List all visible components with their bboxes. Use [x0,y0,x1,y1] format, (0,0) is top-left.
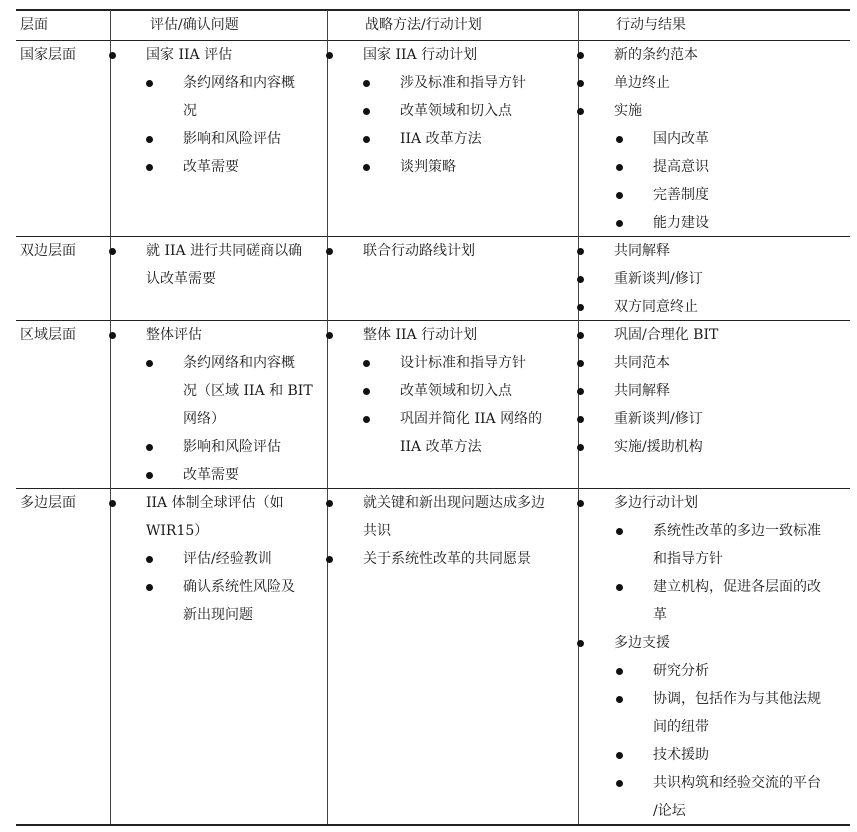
list-item: 改革领域和切入点 [400,103,512,119]
bullet-icon [363,164,370,171]
list-item: 重新谈判/修订 [614,271,703,287]
bullet-icon [577,304,584,311]
list-item: 条约网络和内容概 [183,355,295,371]
bullet-icon [577,108,584,115]
rule-line [16,488,850,489]
list-item: IIA 改革方法 [400,439,482,455]
column-header: 战略方法/行动计划 [365,17,482,33]
list-item: 共识 [363,523,391,539]
list-item: 多边支援 [614,635,670,651]
list-item: 技术援助 [653,747,709,763]
bullet-icon [616,528,623,535]
bullet-icon [146,80,153,87]
bullet-icon [577,640,584,647]
list-item: 重新谈判/修订 [614,411,703,427]
list-item: 国家 IIA 评估 [146,47,233,63]
bullet-icon [363,108,370,115]
list-item: 革 [653,607,667,623]
bullet-icon [109,500,116,507]
list-item: 共同解释 [614,383,670,399]
bullet-icon [616,136,623,143]
bullet-icon [326,556,333,563]
bullet-icon [363,80,370,87]
bullet-icon [146,556,153,563]
list-item: 建立机构，促进各层面的改 [653,579,821,595]
list-item: 就关键和新出现问题达成多边 [363,495,545,511]
bullet-icon [577,80,584,87]
list-item: /论坛 [653,803,686,819]
list-item: 涉及标准和指导方针 [400,75,526,91]
list-item: 确认系统性风险及 [183,579,295,595]
column-divider [327,10,328,824]
bullet-icon [146,444,153,451]
list-item: 况（区域 IIA 和 BIT [183,383,313,399]
bullet-icon [363,360,370,367]
list-item: 共识构筑和经验交流的平台 [653,775,821,791]
row-level-label: 国家层面 [20,47,76,63]
list-item: 共同范本 [614,355,670,371]
list-item: 实施/援助机构 [614,439,703,455]
bullet-icon [577,360,584,367]
list-item: 双方同意终止 [614,299,698,315]
bullet-icon [363,416,370,423]
list-item: 整体 IIA 行动计划 [363,327,478,343]
list-item: 整体评估 [146,327,202,343]
row-level-label: 双边层面 [20,243,76,259]
list-item: 研究分析 [653,663,709,679]
bullet-icon [146,136,153,143]
list-item: 国家 IIA 行动计划 [363,47,478,63]
list-item: 改革需要 [183,467,239,483]
list-item: 巩固/合理化 BIT [614,327,719,343]
bullet-icon [146,360,153,367]
bullet-icon [577,332,584,339]
bullet-icon [146,584,153,591]
list-item: 评估/经验教训 [183,551,272,567]
bullet-icon [109,52,116,59]
list-item: 条约网络和内容概 [183,75,295,91]
list-item: 多边行动计划 [614,495,698,511]
row-level-label: 多边层面 [20,495,76,511]
bullet-icon [616,584,623,591]
bullet-icon [326,500,333,507]
bullet-icon [109,332,116,339]
column-header: 评估/确认问题 [150,17,239,33]
list-item: 就 IIA 进行共同磋商以确 [146,243,303,259]
list-item: 单边终止 [614,75,670,91]
column-header: 层面 [20,17,48,33]
bullet-icon [616,164,623,171]
list-item: 况 [183,103,197,119]
bullet-icon [616,696,623,703]
list-item: 认改革需要 [146,271,216,287]
list-item: 新的条约范本 [614,47,698,63]
bullet-icon [109,248,116,255]
bullet-icon [616,780,623,787]
bullet-icon [363,136,370,143]
list-item: 改革领域和切入点 [400,383,512,399]
bullet-icon [363,388,370,395]
bullet-icon [577,276,584,283]
bullet-icon [616,192,623,199]
bullet-icon [577,444,584,451]
list-item: 改革需要 [183,159,239,175]
list-item: 巩固并简化 IIA 网络的 [400,411,543,427]
list-item: 设计标准和指导方针 [400,355,526,371]
bullet-icon [616,220,623,227]
bullet-icon [577,52,584,59]
list-item: 提高意识 [653,159,709,175]
list-item: 联合行动路线计划 [363,243,475,259]
bullet-icon [146,472,153,479]
column-divider [110,10,111,824]
bullet-icon [146,164,153,171]
bullet-icon [577,416,584,423]
bullet-icon [326,52,333,59]
list-item: 能力建设 [653,215,709,231]
list-item: IIA 体制全球评估（如 [146,495,284,511]
list-item: 完善制度 [653,187,709,203]
bullet-icon [326,332,333,339]
rule-line [16,236,850,237]
list-item: 关于系统性改革的共同愿景 [363,551,531,567]
list-item: 网络） [183,411,225,427]
rule-line [16,40,850,41]
list-item: 协调，包括作为与其他法规 [653,691,821,707]
list-item: 间的纽带 [653,719,709,735]
rule-line [16,824,850,826]
bullet-icon [577,500,584,507]
list-item: 影响和风险评估 [183,131,281,147]
row-level-label: 区域层面 [20,327,76,343]
list-item: 国内改革 [653,131,709,147]
bullet-icon [326,248,333,255]
bullet-icon [616,752,623,759]
rule-line [16,9,850,11]
rule-line [16,320,850,321]
list-item: 实施 [614,103,642,119]
list-item: 新出现问题 [183,607,253,623]
list-item: 系统性改革的多边一致标准 [653,523,821,539]
bullet-icon [577,248,584,255]
list-item: 谈判策略 [400,159,456,175]
list-item: WIR15） [146,523,209,539]
list-item: 影响和风险评估 [183,439,281,455]
bullet-icon [616,668,623,675]
column-header: 行动与结果 [616,17,686,33]
list-item: IIA 改革方法 [400,131,482,147]
list-item: 和指导方针 [653,551,723,567]
list-item: 共同解释 [614,243,670,259]
bullet-icon [577,388,584,395]
